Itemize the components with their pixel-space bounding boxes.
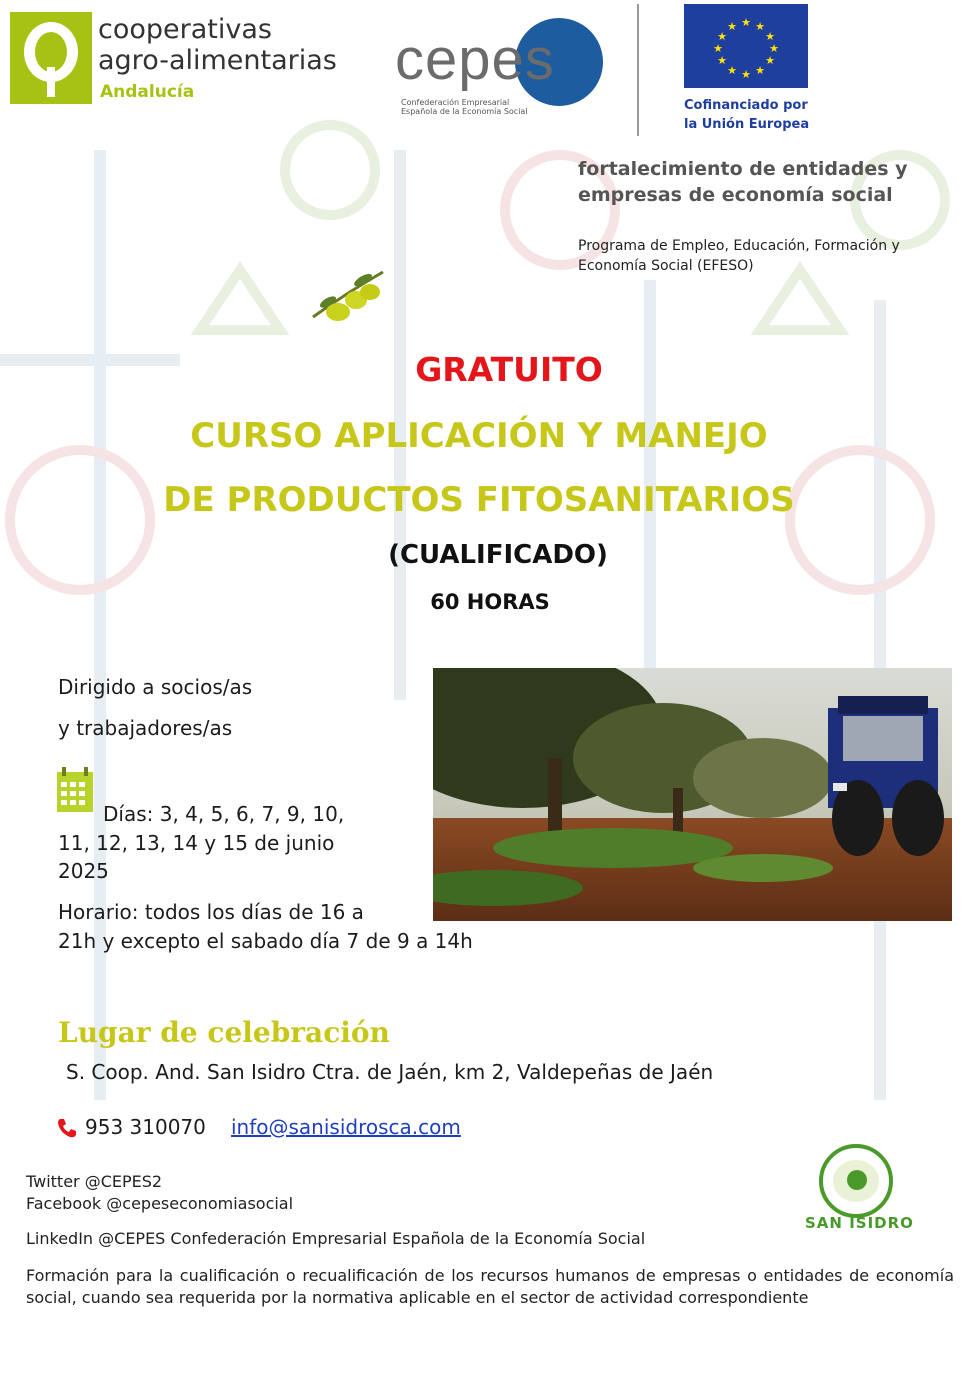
qualified-label: (CUALIFICADO) (388, 540, 608, 570)
svg-text:★: ★ (717, 54, 727, 67)
days-line1: Días: 3, 4, 5, 6, 7, 9, 10, (103, 802, 345, 826)
venue-address: S. Coop. And. San Isidro Ctra. de Jaén, km 2, Valdepeñas de Jaén (66, 1060, 714, 1084)
program-tagline-1: fortalecimiento de entidades y (578, 158, 908, 180)
svg-text:★: ★ (741, 68, 751, 81)
svg-text:★: ★ (755, 64, 765, 77)
coop-logo-line2: agro-alimentarias (98, 45, 337, 76)
eu-flag (684, 4, 808, 88)
svg-text:★: ★ (727, 64, 737, 77)
eu-logo-line1: Cofinanciado por (684, 98, 808, 113)
cepes-logo (395, 18, 607, 118)
svg-text:★: ★ (741, 16, 751, 29)
days-line3: 2025 (58, 859, 109, 883)
svg-text:★: ★ (727, 20, 737, 33)
eu-stars-icon (684, 4, 808, 88)
svg-text:★: ★ (765, 54, 775, 67)
header-divider (637, 4, 639, 136)
days-line2: 11, 12, 13, 14 y 15 de junio (58, 831, 335, 855)
facebook-handle: Facebook @cepeseconomiasocial (26, 1194, 294, 1213)
course-title-line1: CURSO APLICACIÓN Y MANEJO (190, 416, 768, 456)
twitter-handle: Twitter @CEPES2 (26, 1172, 163, 1191)
phone-icon (56, 1117, 78, 1139)
cepes-logo-name: cepes (395, 27, 555, 92)
olive-branch-icon (308, 262, 388, 332)
olive-grove-tractor-photo (433, 668, 952, 921)
hours-label: 60 HORAS (430, 590, 550, 614)
schedule-line1: Horario: todos los días de 16 a (58, 900, 364, 924)
program-name-2: Economía Social (EFESO) (578, 258, 754, 274)
contact-email-link[interactable]: info@sanisidrosca.com (231, 1115, 461, 1139)
svg-text:★: ★ (717, 30, 727, 43)
schedule-line2: 21h y excepto el sabado día 7 de 9 a 14h (58, 929, 473, 953)
coop-logo-mark (10, 12, 92, 104)
audience-line2: y trabajadores/as (58, 716, 233, 740)
cepes-logo-sub2: Española de la Economía Social (401, 107, 528, 116)
cepes-logo-sub1: Confederación Empresarial (401, 98, 510, 107)
eu-logo (684, 4, 810, 134)
course-title-line2: DE PRODUCTOS FITOSANITARIOS (163, 480, 795, 520)
footer-note: Formación para la cualificación o recualificación de los recursos humanos de empresas o entidades de economía social, cuando sea requerida por la normativa aplicable en el sector de actividad correspondiente (26, 1266, 954, 1307)
program-tagline-2: empresas de economía social (578, 184, 893, 206)
free-label: GRATUITO (415, 350, 603, 389)
linkedin-handle: LinkedIn @CEPES Confederación Empresarial Española de la Economía Social (26, 1229, 646, 1248)
eu-logo-line2: la Unión Europea (684, 117, 810, 132)
calendar-icon (56, 766, 94, 814)
san-isidro-emblem (819, 1144, 893, 1218)
svg-text:★: ★ (765, 30, 775, 43)
coop-logo-line3: Andalucía (100, 82, 195, 102)
san-isidro-name: SAN ISIDRO (805, 1214, 914, 1232)
cooperativas-logo (10, 12, 370, 104)
svg-text:★: ★ (713, 42, 723, 55)
audience-line1: Dirigido a socios/as (58, 675, 253, 699)
coop-logo-line1: cooperativas (98, 14, 272, 45)
svg-text:★: ★ (769, 42, 779, 55)
san-isidro-logo (803, 1138, 915, 1238)
venue-heading: Lugar de celebración (58, 1016, 390, 1049)
svg-text:★: ★ (755, 20, 765, 33)
contact-phone: 953 310070 (85, 1115, 206, 1139)
program-name-1: Programa de Empleo, Educación, Formación y (578, 238, 900, 254)
